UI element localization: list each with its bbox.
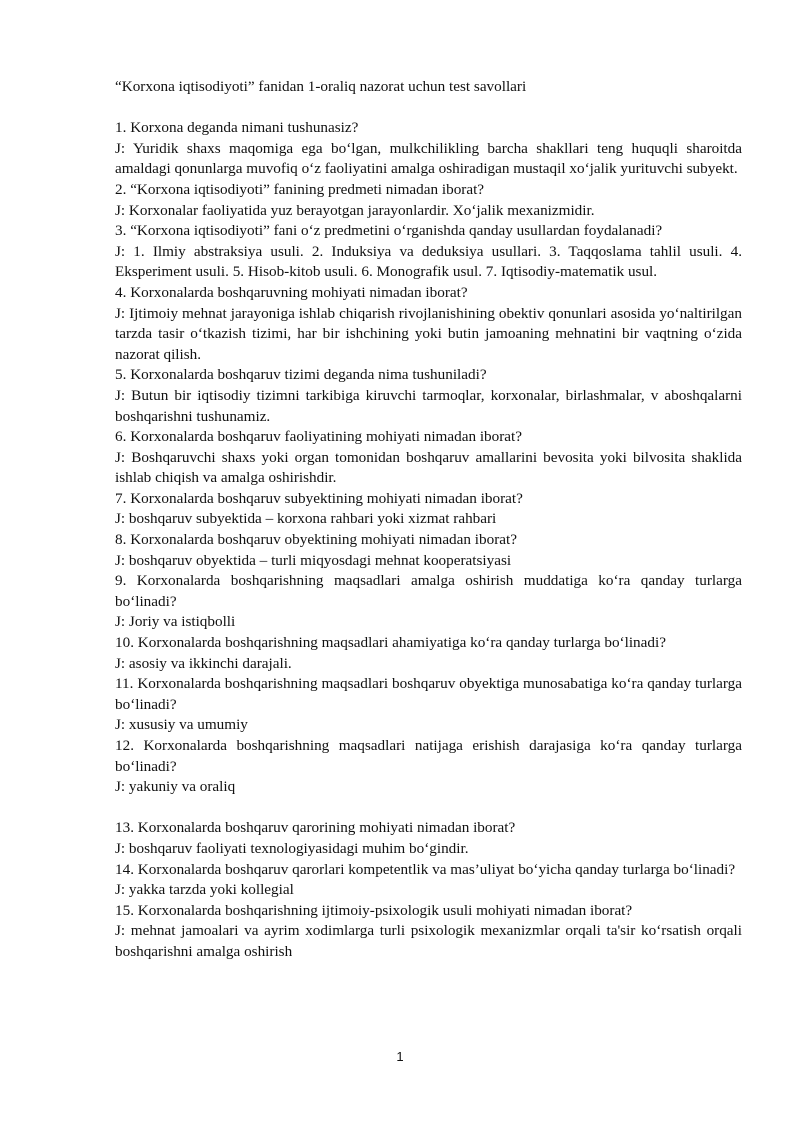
question-text: 10. Korxonalarda boshqarishning maqsadlari ahamiyatiga koʻra qanday turlarga boʻlinadi? <box>115 634 666 652</box>
answer-text: J: xususiy va umumiy <box>115 716 248 734</box>
question-item <box>115 818 742 859</box>
question-item <box>115 118 742 180</box>
question-item <box>115 901 742 963</box>
answer-text: J: Butun bir iqtisodiy tizimni tarkibiga kiruvchi tarmoqlar, korxonalar, birlashmalar, v aboshqalarni boshqarishni tushunamiz. <box>115 386 742 425</box>
question-item <box>115 427 742 489</box>
answer-text: J: Boshqaruvchi shaxs yoki organ tomonidan boshqaruv amallarini bevosita yoki bilvosita shaklida ishlab chiqish va amalga oshirishdir. <box>115 448 742 487</box>
question-text: 9. Korxonalarda boshqarishning maqsadlari amalga oshirish muddatiga koʻra qanday turlarga boʻlinadi? <box>115 572 742 610</box>
question-text: 13. Korxonalarda boshqaruv qarorining mohiyati nimadan iborat? <box>115 819 516 837</box>
question-item <box>115 221 742 283</box>
question-item <box>115 365 742 427</box>
answer-text: J: yakka tarzda yoki kollegial <box>115 881 294 899</box>
answer-text: J: asosiy va ikkinchi darajali. <box>115 654 292 672</box>
question-text: 6. Korxonalarda boshqaruv faoliyatining mohiyati nimadan iborat? <box>115 428 522 446</box>
answer-text: J: Ijtimoiy mehnat jarayoniga ishlab chiqarish rivojlanishining obektiv qonunlari asosida yoʻnaltirilgan tarzda tasir oʻtkazish tizimi, har bir ishchining yoki butin jamoaning mehnatini bir vaqtning oʻzida nazorat qilish. <box>115 304 742 363</box>
question-item <box>115 571 742 633</box>
question-text: 2. “Korxona iqtisodiyoti” fanining predmeti nimadan iborat? <box>115 180 485 198</box>
answer-text: J: boshqaruv subyektida – korxona rahbari yoki xizmat rahbari <box>115 510 497 528</box>
answer-text: J: yakuniy va oraliq <box>115 778 236 796</box>
question-text: 11. Korxonalarda boshqarishning maqsadlari boshqaruv obyektiga munosabatiga koʻra qanday turlarga boʻlinadi? <box>115 675 742 713</box>
answer-text: J: Joriy va istiqbolli <box>115 613 236 631</box>
question-text: 1. Korxona deganda nimani tushunasiz? <box>115 119 359 137</box>
answer-text: J: Korxonalar faoliyatida yuz berayotgan jarayonlardir. Xoʻjalik mexanizmidir. <box>115 201 595 219</box>
document-body <box>115 77 742 963</box>
question-text: 8. Korxonalarda boshqaruv obyektining mohiyati nimadan iborat? <box>115 531 517 549</box>
question-item <box>115 674 742 736</box>
answer-text: J: boshqaruv obyektida – turli miqyosdagi mehnat kooperatsiyasi <box>115 551 512 569</box>
question-text: 12. Korxonalarda boshqarishning maqsadlari natijaga erishish darajasiga koʻra qanday turlarga boʻlinadi? <box>115 737 742 775</box>
question-text: 14. Korxonalarda boshqaruv qarorlari kompetentlik va mas’uliyat boʻyicha qanday turlarga boʻlinadi? <box>115 860 736 878</box>
question-item <box>115 530 742 571</box>
question-text: 15. Korxonalarda boshqarishning ijtimoiy-psixologik usuli mohiyati nimadan iborat? <box>115 901 633 919</box>
paragraph-gap <box>115 798 742 819</box>
question-text: 7. Korxonalarda boshqaruv subyektining mohiyati nimadan iborat? <box>115 489 523 507</box>
question-list <box>115 118 742 798</box>
question-item <box>115 283 742 365</box>
answer-text: J: mehnat jamoalari va ayrim xodimlarga turli psixologik mexanizmlar orqali ta'sir koʻrsatish orqali boshqarishni amalga oshirish <box>115 922 742 960</box>
question-item <box>115 180 742 221</box>
answer-text: J: 1. Ilmiy abstraksiya usuli. 2. Induksiya va deduksiya usullari. 3. Taqqoslama tahlil usuli. 4. Eksperiment usuli. 5. Hisob-kitob usuli. 6. Monografik usul. 7. Iqtisodiy-matematik usul. <box>115 242 742 281</box>
document-title: “Korxona iqtisodiyoti” fanidan 1-oraliq nazorat uchun test savollari <box>115 78 527 95</box>
answer-text: J: boshqaruv faoliyati texnologiyasidagi muhim boʻgindir. <box>115 839 469 857</box>
question-item <box>115 860 742 901</box>
question-item <box>115 489 742 530</box>
question-item <box>115 633 742 674</box>
question-text: 4. Korxonalarda boshqaruvning mohiyati nimadan iborat? <box>115 283 468 301</box>
question-text: 3. “Korxona iqtisodiyoti” fani oʻz predmetini oʻrganishda qanday usullardan foydalanadi? <box>115 222 663 240</box>
question-item <box>115 736 742 798</box>
question-text: 5. Korxonalarda boshqaruv tizimi deganda nima tushuniladi? <box>115 366 487 384</box>
answer-text: J: Yuridik shaxs maqomiga ega boʻlgan, mulkchilikling barcha shakllari teng huquqli sharoitda amaldagi qonunlarga muvofiq oʻz faoliyatini amalga oshiradigan mustaqil xoʻjalik yurituvchi subyekt. <box>115 139 742 178</box>
question-list-continued <box>115 818 742 962</box>
page-number: 1 <box>396 1049 404 1064</box>
